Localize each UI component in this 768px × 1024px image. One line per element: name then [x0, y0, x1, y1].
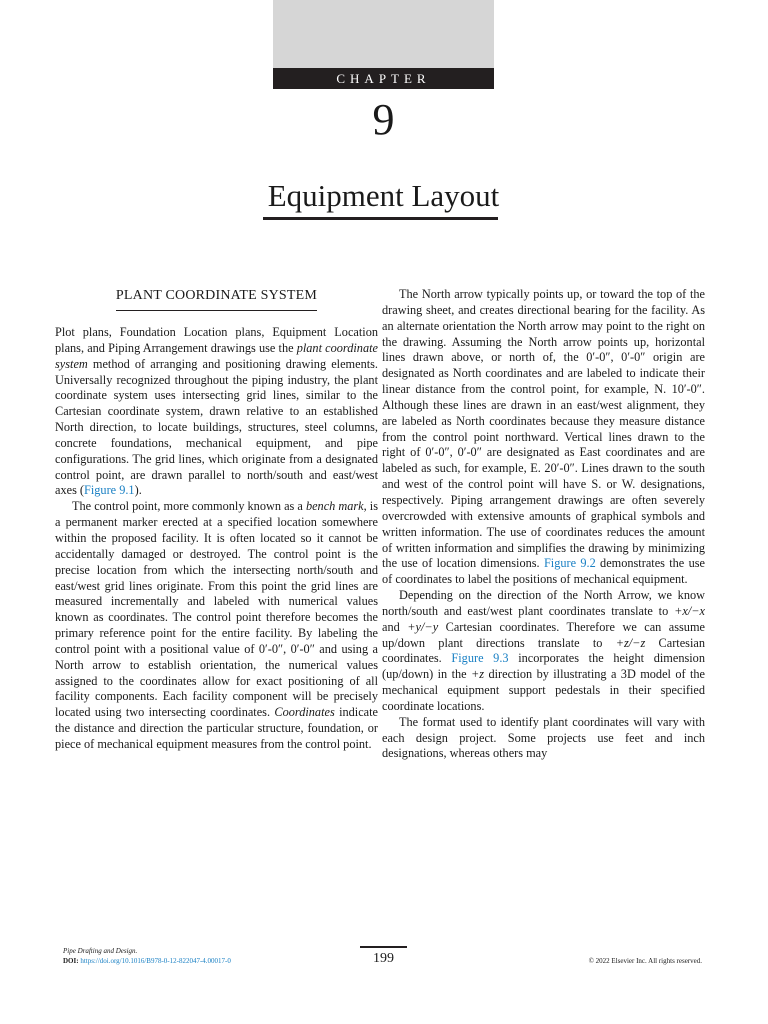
paragraph: The control point, more commonly known as a bench mark, is a permanent marker erected at a specified location somewhere within the proposed facility. It is often located so it cannot be accidentally damaged or destroyed. The control point is the precise location from which the intersecting north/south and east/west grid lines originate. From this point the grid lines are measured incrementally and labeled with numerical values known as coordinates. The control point therefore becomes the primary reference point for the entire facility. By labeling the control point with a positional value of 0′-0″, 0′-0″ and using a North arrow to establish orientation, the numerical values assigned to the coordinates allow for exact positioning of all facility components. Each facility component will be precisely located using two intersecting coordinates. Coordinates indicate the distance and direction the particular structure, foundation, or piece of mechanical equipment measures from the control point.	[55, 499, 379, 751]
left-column	[55, 287, 378, 753]
doi-link[interactable]: https://doi.org/10.1016/B978-0-12-822047-4.00017-0	[80, 957, 231, 965]
chapter-number: 9	[372, 95, 395, 144]
figure-link[interactable]: Figure 9.1	[84, 483, 135, 498]
paragraph: Depending on the direction of the North Arrow, we know north/south and east/west plant coordinates translate to +x/−x and +y/−y Cartesian coordinates. Therefore we can assume up/down plant directions translate to +z/−z Cartesian coordinates. Figure 9.3 incorporates the height dimension (up/down) in the +z direction by illustrating a 3D model of the mechanical equipment support pedestals in their specified coordinate locations.	[382, 588, 705, 713]
chapter-label: CHAPTER	[273, 68, 494, 89]
chapter-title: Equipment Layout	[267, 178, 500, 213]
book-title: Pipe Drafting and Design.	[63, 947, 138, 955]
right-column	[382, 287, 705, 762]
figure-link[interactable]: Figure 9.2	[543, 556, 596, 571]
page-number: 199	[373, 951, 394, 966]
figure-link[interactable]: Figure 9.3	[451, 651, 509, 666]
doi-label: DOI:	[63, 957, 79, 965]
paragraph: The North arrow typically points up, or toward the top of the drawing sheet, and creates directional bearing for the facility. As an alternate orientation the North arrow may point to the right on the drawing. Assuming the North arrow points up, horizontal lines drawn above, or north of, the 0′-0″, 0′-0″ origin are designated as North coordinates and are labeled to indicate their linear distance from the control point, for example, N. 10′-0″. Although these lines are drawn in an east/west alignment, they are labeled as North coordinates because they measure distance from the control point northward. Vertical lines drawn to the right of 0′-0″, 0′-0″ are designated as East coordinates and are labeled as such, for example, E. 20′-0″. Lines drawn to the south and west of the control point will have S. or W. designations, respectively. Piping arrangement drawings are often severely overcrowded with extensive amounts of graphical symbols and written information. The use of coordinates reduces the amount of written information and simplifies the drawing by minimizing the use of location dimensions. Figure 9.2 demonstrates the use of coordinates to label the positions of mechanical equipment.	[382, 287, 705, 587]
footer-source	[63, 946, 231, 966]
paragraph: Plot plans, Foundation Location plans, Equipment Location plans, and Piping Arrangement drawings use the plant coordinate system method of arranging and positioning drawing elements. Universally recognized throughout the piping industry, the plant coordinate system uses intersecting grid lines, similar to the Cartesian coordinate system, drawn relative to an established North direction, to locate buildings, structures, steel columns, concrete foundations, mechanical equipment, and pipe configurations. The grid lines, which originate from a designated control point, are drawn parallel to north/south and east/west axes (Figure 9.1).	[55, 325, 378, 498]
paragraph: The format used to identify plant coordinates will vary with each design project. Some projects use feet and inch designations, whereas others may	[382, 714, 705, 761]
header-decor-block	[273, 0, 494, 68]
title-underline	[263, 217, 498, 220]
copyright: © 2022 Elsevier Inc. All rights reserved.	[588, 957, 702, 965]
section-heading: PLANT COORDINATE SYSTEM	[55, 287, 378, 311]
page-number-rule	[360, 946, 407, 948]
